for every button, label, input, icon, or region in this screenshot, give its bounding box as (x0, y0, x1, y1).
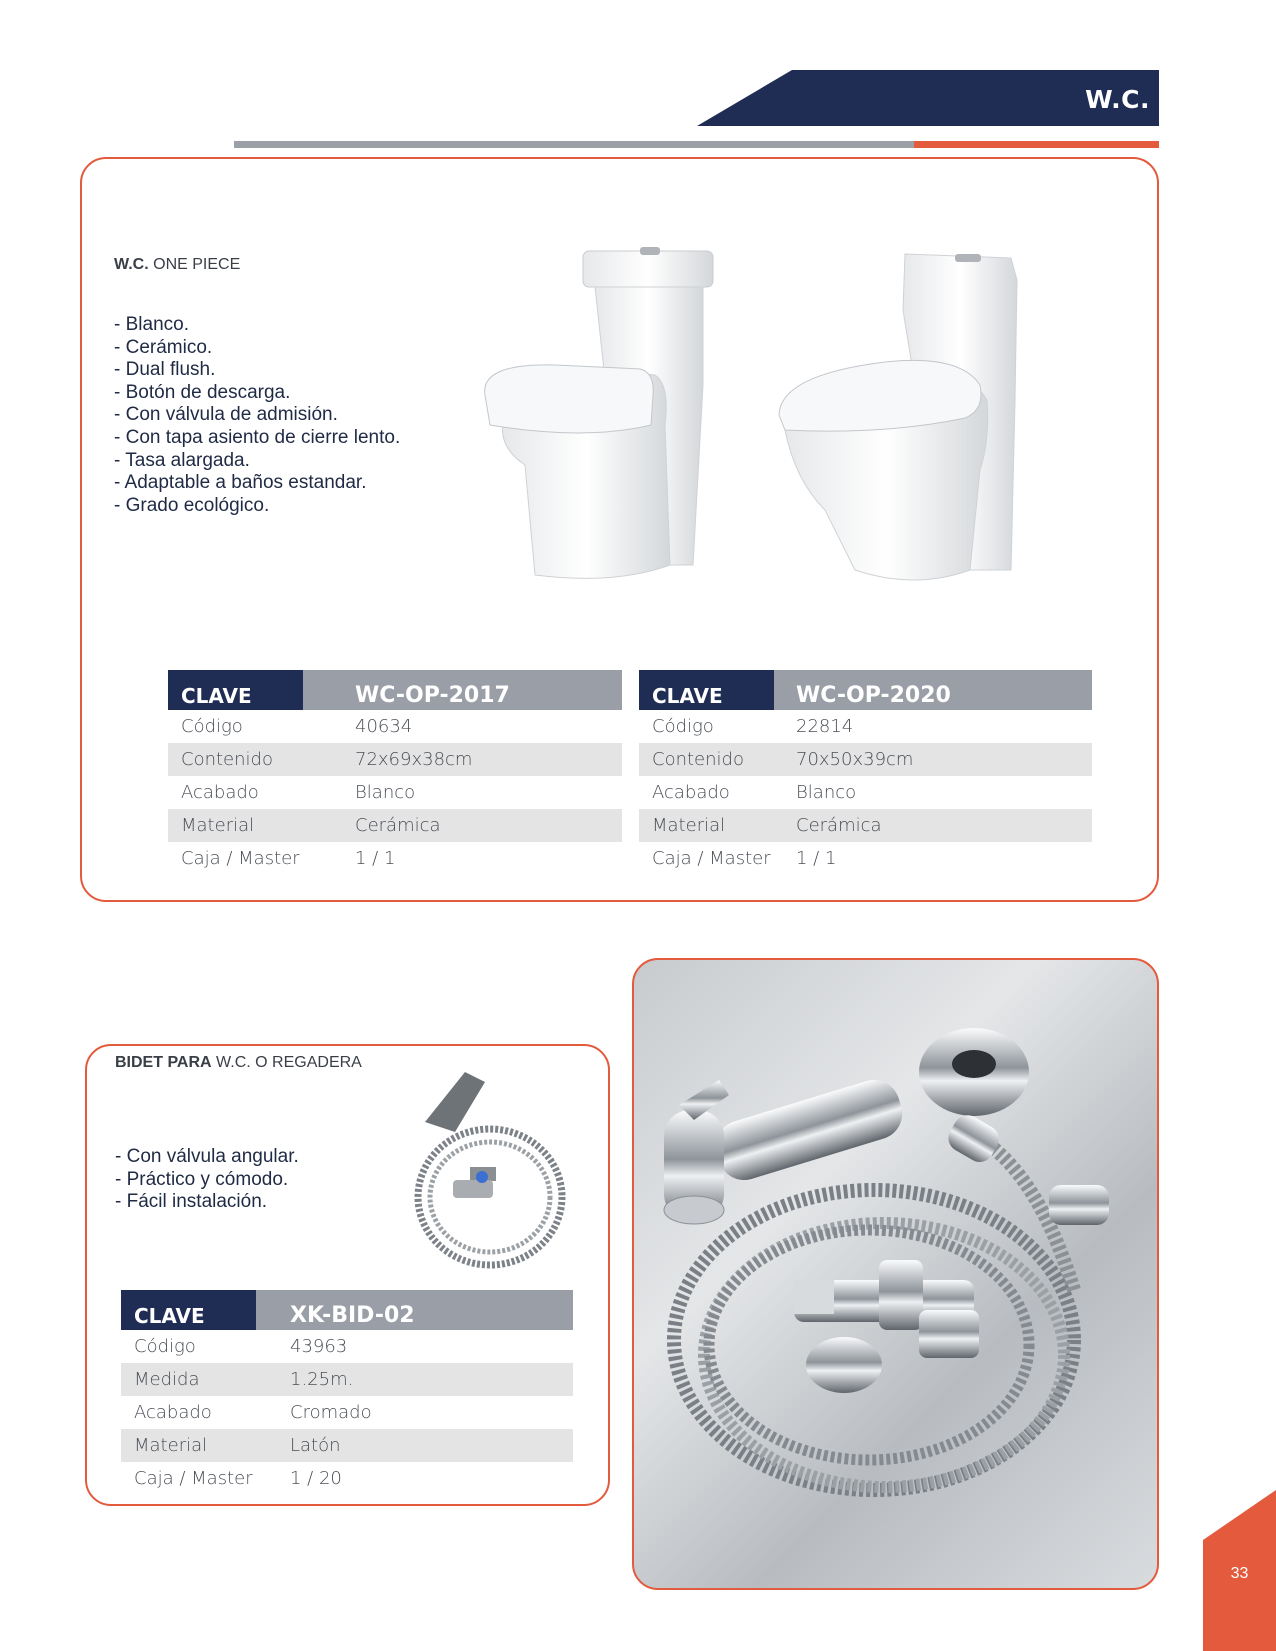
spec-table-header (121, 1290, 573, 1330)
feature-item: - Fácil instalación. (115, 1191, 268, 1213)
spec-label: Código (652, 716, 714, 737)
spec-label: Acabado (134, 1402, 212, 1423)
spec-key-label: CLAVE (168, 670, 303, 710)
spec-table-header (168, 670, 622, 710)
header-divider-accent (914, 141, 1159, 148)
table-row (121, 1330, 573, 1363)
spec-label: Código (134, 1336, 196, 1357)
spec-key-label: CLAVE (121, 1290, 256, 1330)
feature-item: - Con tapa asiento de cierre lento. (114, 426, 401, 448)
wc-title-rest: ONE PIECE (148, 256, 241, 273)
spec-value: Cerámica (774, 809, 1092, 842)
wc-section-title (114, 256, 240, 274)
spec-value: 40634 (355, 716, 413, 737)
bidet-section-title (115, 1054, 362, 1072)
spec-value: Cerámica (303, 809, 622, 842)
feature-item: - Blanco. (114, 314, 189, 335)
bidet-kit-thumbnail (395, 1062, 580, 1277)
spec-label: Acabado (652, 782, 730, 803)
toilet-wc-op-2017-image (465, 245, 725, 585)
spec-label: Contenido (168, 743, 303, 776)
spec-label: Contenido (639, 743, 774, 776)
spec-label: Material (121, 1429, 256, 1462)
wc-title-bold: W.C. (114, 256, 149, 273)
feature-item: - Con válvula angular. (115, 1146, 299, 1167)
feature-item: - Botón de descarga. (114, 381, 291, 403)
spec-model-code: WC-OP-2017 (303, 670, 622, 710)
spec-label: Acabado (181, 782, 259, 803)
page-number: 33 (1230, 1565, 1249, 1582)
table-row (121, 1396, 573, 1429)
spec-model-code: XK-BID-02 (256, 1290, 573, 1330)
wc-feature-list (114, 314, 400, 517)
spec-table-wc-op-2020 (639, 670, 1092, 875)
spec-label: Caja / Master (181, 848, 300, 869)
table-row (121, 1363, 573, 1396)
table-row (168, 842, 622, 875)
spec-value: 43963 (290, 1336, 348, 1357)
bidet-product-photo (632, 958, 1159, 1590)
feature-item: - Práctico y cómodo. (115, 1168, 289, 1190)
spec-value: 1 / 1 (796, 848, 837, 869)
feature-item: - Dual flush. (114, 359, 216, 381)
spec-value: 22814 (796, 716, 854, 737)
spec-label: Medida (121, 1363, 256, 1396)
bidet-title-bold: BIDET PARA (115, 1054, 212, 1071)
spec-value: 1 / 20 (290, 1468, 342, 1489)
spec-label: Caja / Master (134, 1468, 253, 1489)
feature-item: - Grado ecológico. (114, 494, 270, 516)
feature-item: - Con válvula de admisión. (114, 404, 338, 426)
spec-label: Código (181, 716, 243, 737)
table-row (168, 809, 622, 842)
feature-item: - Cerámico. (114, 336, 213, 358)
spec-value: Latón (256, 1429, 573, 1462)
table-row (639, 743, 1092, 776)
table-row (121, 1462, 573, 1495)
toilet-wc-op-2020-image (775, 250, 1045, 585)
table-row (121, 1429, 573, 1462)
feature-item: - Adaptable a baños estandar. (114, 472, 367, 494)
spec-model-code: WC-OP-2020 (774, 670, 1092, 710)
table-row (168, 743, 622, 776)
header-divider-gray (234, 141, 914, 148)
spec-value: Cromado (290, 1402, 372, 1423)
spec-value: Blanco (355, 782, 416, 803)
table-row (639, 809, 1092, 842)
spec-value: 70x50x39cm (774, 743, 1092, 776)
spec-table-xk-bid-02 (121, 1290, 573, 1495)
spec-key-label: CLAVE (639, 670, 774, 710)
table-row (639, 710, 1092, 743)
spec-label: Caja / Master (652, 848, 771, 869)
spec-value: 1.25m. (256, 1363, 573, 1396)
spec-value: Blanco (796, 782, 857, 803)
bidet-photo-illustration (634, 960, 1157, 1588)
spec-label: Material (168, 809, 303, 842)
table-row (639, 842, 1092, 875)
spec-label: Material (639, 809, 774, 842)
feature-item: - Tasa alargada. (114, 449, 250, 471)
table-row (639, 776, 1092, 809)
bidet-feature-list (115, 1146, 299, 1214)
page-title: W.C. (1085, 85, 1150, 114)
spec-value: 72x69x38cm (303, 743, 622, 776)
spec-value: 1 / 1 (355, 848, 396, 869)
spec-table-header (639, 670, 1092, 710)
table-row (168, 776, 622, 809)
table-row (168, 710, 622, 743)
spec-table-wc-op-2017 (168, 670, 622, 875)
bidet-title-rest: W.C. O REGADERA (211, 1054, 362, 1071)
